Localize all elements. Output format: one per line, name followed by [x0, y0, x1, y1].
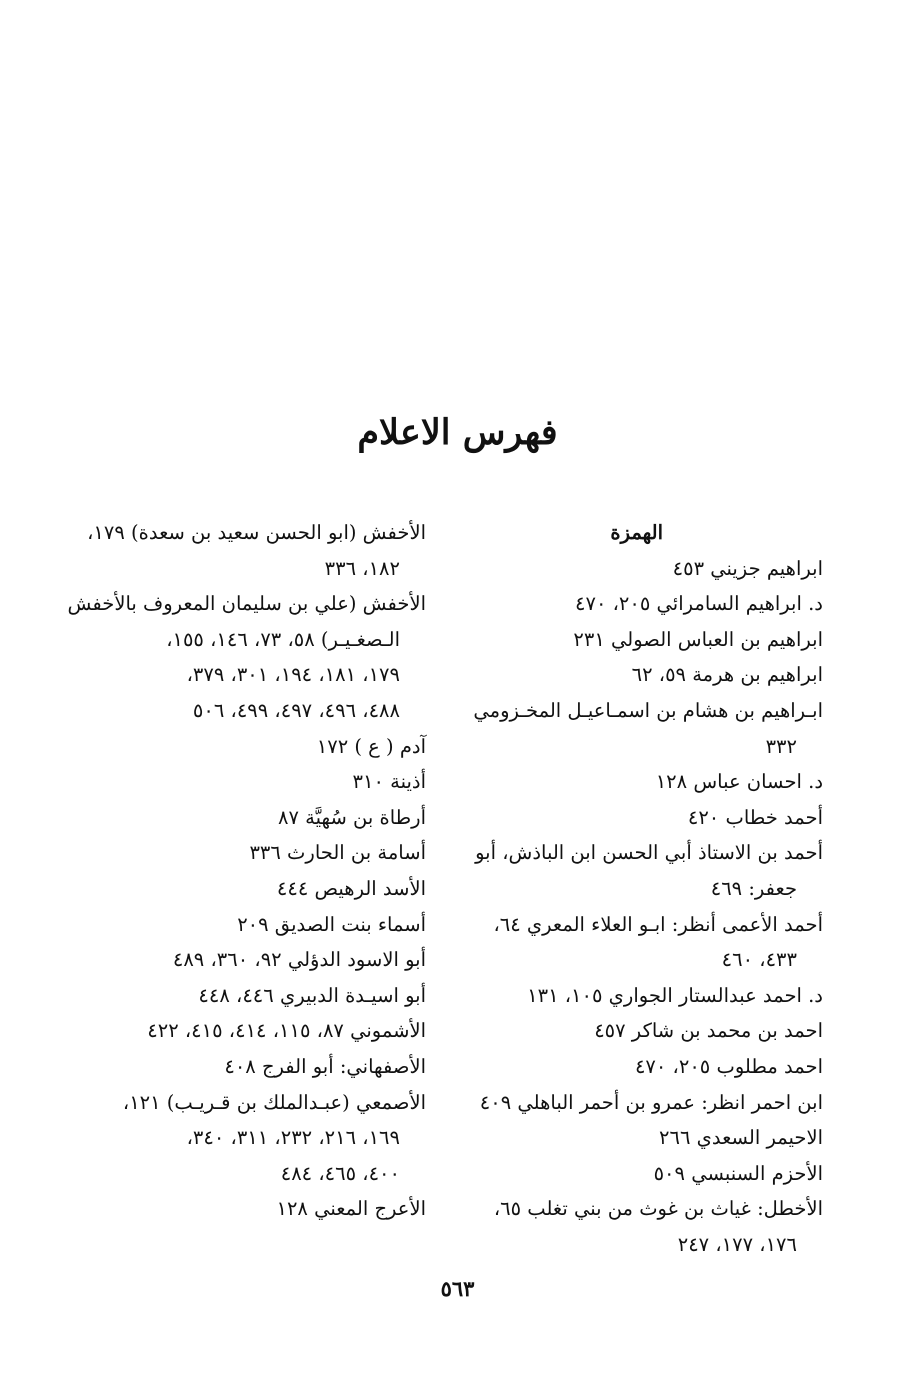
index-entry: أحمد الأعمى أنظر: ابـو العلاء المعري ٦٤،	[493, 912, 823, 936]
index-entry: أسماء بنت الصديق ٢٠٩	[237, 912, 426, 936]
index-entry-continuation: ١٨٢، ٣٣٦	[324, 556, 400, 580]
index-entry: أحمد بن الاستاذ أبي الحسن ابن الباذش، أبو	[475, 841, 823, 865]
index-entry-continuation: ١٧٩، ١٨١، ١٩٤، ٣٠١، ٣٧٩،	[186, 663, 400, 687]
index-entry: ابراهيم بن هرمة ٥٩، ٦٢	[631, 663, 823, 687]
index-entry: د. ابراهيم السامرائي ٢٠٥، ٤٧٠	[575, 592, 823, 616]
index-entry: الأسد الرهيص ٤٤٤	[276, 876, 426, 900]
index-entry-continuation: ١٦٩، ٢١٦، ٢٣٢، ٣١١، ٣٤٠،	[186, 1126, 400, 1150]
index-entry: ابراهيم جزيني ٤٥٣	[672, 556, 823, 580]
index-entry-continuation: ١٧٦، ١٧٧، ٢٤٧	[677, 1232, 797, 1256]
index-column-left	[67, 515, 426, 1227]
section-heading-hamza: الهمزة	[610, 521, 663, 544]
page-number: ٥٦٣	[440, 1276, 475, 1301]
index-entry: الأخفش (علي بن سليمان المعروف بالأخفش	[67, 592, 426, 616]
index-entry: احمد بن محمد بن شاكر ٤٥٧	[594, 1019, 823, 1043]
index-entry-continuation: ٣٣٢	[765, 734, 797, 758]
index-entry-continuation: جعفر: ٤٦٩	[710, 876, 797, 900]
index-entry: الاحيمر السعدي ٢٦٦	[659, 1126, 823, 1150]
index-entry: الأخطل: غياث بن غوث من بني تغلب ٦٥،	[493, 1197, 823, 1221]
index-entry: د. احسان عباس ١٢٨	[655, 770, 823, 794]
index-entry: احمد مطلوب ٢٠٥، ٤٧٠	[634, 1054, 823, 1078]
index-entry: ابراهيم بن العباس الصولي ٢٣١	[573, 627, 823, 651]
index-entry: آدم ( ع ) ١٧٢	[316, 734, 426, 758]
index-entry-continuation: ٤٣٣، ٤٦٠	[721, 948, 797, 972]
index-entry-continuation: ٤٠٠، ٤٦٥، ٤٨٤	[280, 1161, 400, 1185]
index-column-right	[473, 515, 823, 1262]
index-entry: الأشموني ٨٧، ١١٥، ٤١٤، ٤١٥، ٤٢٢	[147, 1019, 426, 1043]
index-entry: د. احمد عبدالستار الجواري ١٠٥، ١٣١	[527, 983, 823, 1007]
index-entry: أحمد خطاب ٤٢٠	[687, 805, 823, 829]
index-entry: أسامة بن الحارث ٣٣٦	[249, 841, 426, 865]
index-entry: أبو الاسود الدؤلي ٩٢، ٣٦٠، ٤٨٩	[172, 948, 426, 972]
index-entry: الأصمعي (عبـدالملك بن قـريـب) ١٢١،	[122, 1090, 426, 1114]
index-entry: أبو اسيـدة الدبيري ٤٤٦، ٤٤٨	[198, 983, 426, 1007]
index-entry: أذينة ٣١٠	[352, 770, 426, 794]
index-entry: الأصفهاني: أبو الفرج ٤٠٨	[224, 1054, 426, 1078]
index-entry: ابـراهيم بن هشام بن اسمـاعيـل المخـزومي	[473, 698, 823, 722]
index-entry: الأخفش (ابو الحسن سعيد بن سعدة) ١٧٩،	[87, 521, 426, 544]
index-entry-continuation: ٤٨٨، ٤٩٦، ٤٩٧، ٤٩٩، ٥٠٦	[192, 698, 400, 722]
index-entry: ابن احمر انظر: عمرو بن أحمر الباهلي ٤٠٩	[479, 1090, 823, 1114]
index-entry: الأحزم السنبسي ٥٠٩	[653, 1161, 823, 1185]
index-entry: أرطاة بن سُهيَّة ٨٧	[278, 805, 426, 829]
index-entry: الأعرج المعني ١٢٨	[276, 1197, 426, 1221]
page-title: فهرس الاعلام	[357, 412, 558, 453]
index-entry-continuation: الـصغـيـر) ٥٨، ٧٣، ١٤٦، ١٥٥،	[166, 627, 400, 651]
